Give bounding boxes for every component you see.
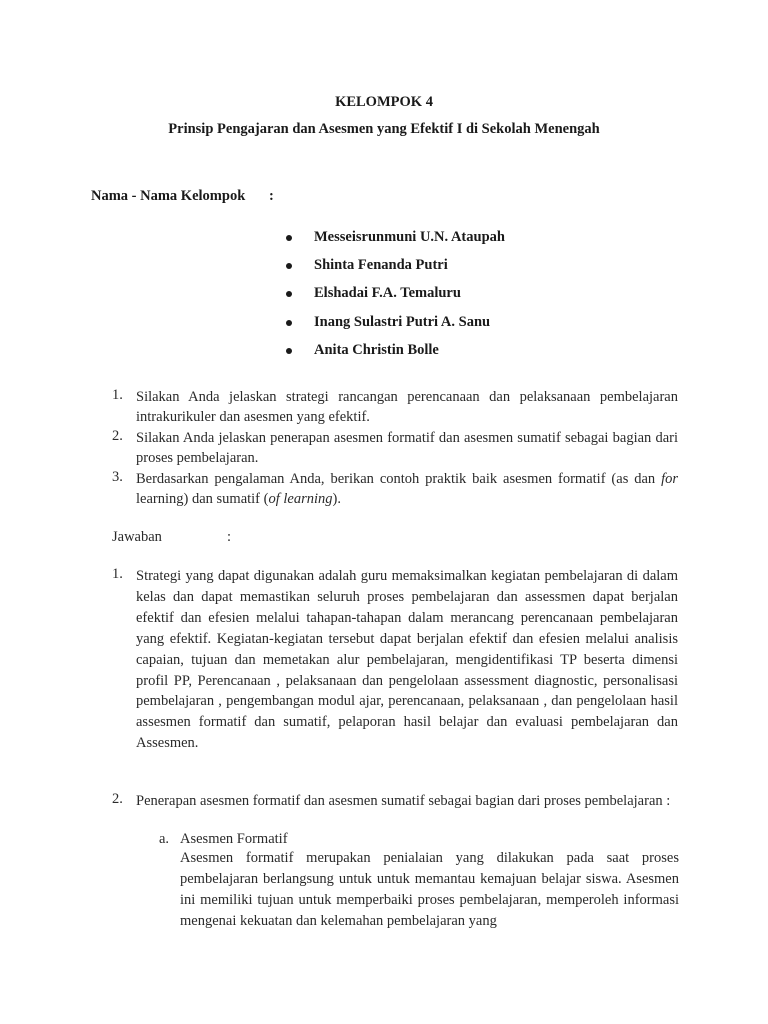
question-number: 2. bbox=[112, 428, 123, 444]
question-item bbox=[112, 387, 678, 427]
italic-of-learning: of learning bbox=[268, 491, 333, 507]
group-title: KELOMPOK 4 bbox=[335, 94, 433, 110]
answer-item bbox=[112, 566, 678, 754]
question-text-end: ). bbox=[332, 491, 341, 507]
member-name: Inang Sulastri Putri A. Sanu bbox=[314, 314, 491, 330]
question-item bbox=[112, 469, 678, 509]
question-text: Silakan Anda jelaskan penerapan asesmen formatif dan asesmen sumatif sebagai bagian dari proses pembelajaran. bbox=[136, 430, 678, 466]
question-number: 3. bbox=[112, 469, 123, 485]
answer-number: 2. bbox=[112, 791, 123, 807]
question-text bbox=[136, 469, 678, 509]
subitem-text: Asesmen formatif merupakan penialaian yang dilakukan pada saat proses pembelajaran berlangsung untuk untuk memantau kemajuan belajar siswa. Asesmen ini memiliki tujuan untuk memperbaiki proses pembelajaran, memperoleh informasi mengenai kekuatan dan kelemahan pembelajaran yang bbox=[180, 850, 679, 929]
question-number: 1. bbox=[112, 387, 123, 403]
member-name: Elshadai F.A. Temaluru bbox=[314, 285, 461, 301]
question-text-middle: learning) dan sumatif ( bbox=[136, 491, 269, 507]
question-text-start: Berdasarkan pengalaman Anda, berikan contoh praktik baik asesmen formatif (as dan bbox=[136, 471, 662, 487]
member-name: Messeisrunmuni U.N. Ataupah bbox=[314, 229, 505, 245]
member-name: Anita Christin Bolle bbox=[314, 342, 439, 358]
italic-for: for bbox=[661, 471, 678, 487]
subject-title: Prinsip Pengajaran dan Asesmen yang Efektif I di Sekolah Menengah bbox=[168, 121, 600, 137]
answer-number: 1. bbox=[112, 566, 123, 582]
subitem-letter: a. bbox=[159, 831, 170, 847]
bullet-icon bbox=[286, 320, 292, 326]
subitem-title: Asesmen Formatif bbox=[180, 831, 288, 847]
answer-colon: : bbox=[227, 529, 232, 545]
member-name: Shinta Fenanda Putri bbox=[314, 257, 448, 273]
answer-subitem bbox=[159, 831, 679, 932]
members-colon: : bbox=[269, 188, 274, 204]
answer-text: Strategi yang dapat digunakan adalah guru memaksimalkan kegiatan pembelajaran di dalam kelas dan dapat memastikan seluruh proses pembelajaran dan assessmen dapat berjalan efektif dan efesien melalui tahapan-tahapan dalam merancang perencanaan pembelajaran yang efektif. Kegiatan-kegiatan tersebut dapat berjalan efektif dan efesien melalui analisis capaian, tujuan dan memetakan alur pembelajaran, mengidentifikasi TP beserta dimensi profil PP, Perencanaan , pelaksanaan dan pengelolaan assessment diagnostic, personalisasi pembelajaran , pengembangan modul ajar, perencanaan, pelaksanaan , dan pengelolaan hasil assesmen formatif dan sumatif, pelaporan hasil belajar dan evaluasi pembelajaran dan Assesmen. bbox=[136, 568, 678, 752]
answer-item bbox=[112, 791, 678, 812]
answer-label: Jawaban bbox=[112, 529, 162, 545]
question-text: Silakan Anda jelaskan strategi rancangan perencanaan dan pelaksanaan pembelajaran intrakurikuler dan asesmen yang efektif. bbox=[136, 389, 678, 425]
bullet-icon bbox=[286, 235, 292, 241]
question-item bbox=[112, 428, 678, 468]
answer-text: Penerapan asesmen formatif dan asesmen sumatif sebagai bagian dari proses pembelajaran : bbox=[136, 793, 671, 809]
bullet-icon bbox=[286, 263, 292, 269]
members-label: Nama - Nama Kelompok bbox=[91, 188, 246, 204]
bullet-icon bbox=[286, 291, 292, 297]
bullet-icon bbox=[286, 348, 292, 354]
